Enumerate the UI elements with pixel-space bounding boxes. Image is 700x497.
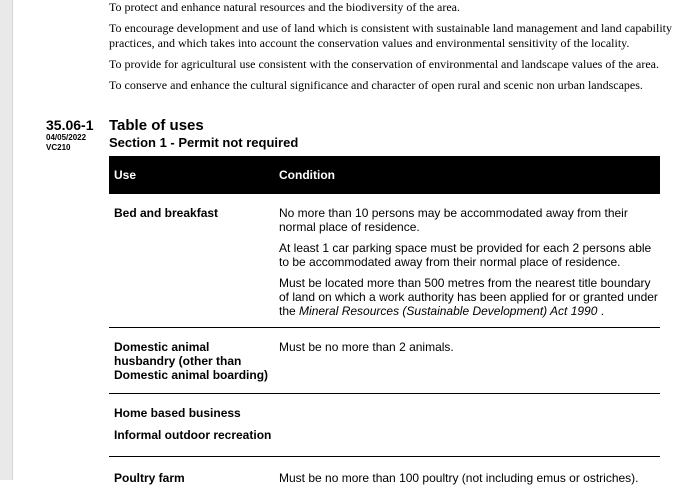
table-row <box>109 328 660 394</box>
condition-text: No more than 10 persons may be accommodated away from their normal place of residence. <box>279 206 628 234</box>
clause-amendment: VC210 <box>46 143 71 152</box>
purpose-paragraph: To conserve and enhance the cultural significance and character of open rural and scenic non urban landscapes. <box>109 78 643 92</box>
use-cell: Home based business <box>114 406 241 420</box>
condition-text-part: Must be located more than 500 metres from the nearest title boundary of land on which a work authority has been applied for or granted under the <box>279 276 658 318</box>
table-of-uses <box>109 156 660 497</box>
condition-cell <box>279 206 659 325</box>
table-header <box>109 156 660 194</box>
condition-cell: Must be no more than 2 animals. <box>279 340 454 354</box>
act-citation: Mineral Resources (Sustainable Development) Act 1990 <box>299 304 598 318</box>
clause-reference <box>46 117 106 153</box>
section-subtitle: Section 1 - Permit not required <box>109 135 299 150</box>
clause-number: 35.06-1 <box>46 117 94 133</box>
header-condition: Condition <box>279 168 335 182</box>
table-title: Table of uses <box>109 117 204 134</box>
condition-cell: Must be no more than 100 poultry (not including emus or ostriches). <box>279 471 639 485</box>
section-heading <box>109 117 298 151</box>
purpose-paragraph: To provide for agricultural use consistent with the conservation of environmental and landscape values of the area. <box>109 57 659 71</box>
table-row <box>109 394 660 456</box>
left-scroll-edge <box>0 0 13 480</box>
use-cell: Domestic animal husbandry (other than Domestic animal boarding) <box>114 340 269 382</box>
table-row <box>109 194 660 328</box>
header-use: Use <box>114 168 137 182</box>
use-cell: Informal outdoor recreation <box>114 428 272 442</box>
purpose-paragraph: To encourage development and use of land which is consistent with sustainable land management and land capability practices, and which takes into account the conservation values and environmental sensitivity of the locality. <box>109 21 672 50</box>
table-row <box>109 457 660 497</box>
use-cell: Poultry farm <box>114 471 185 485</box>
purpose-text <box>109 0 689 99</box>
clause-date: 04/05/2022 <box>46 133 87 142</box>
use-cell: Bed and breakfast <box>114 206 219 220</box>
condition-text <box>279 276 659 318</box>
condition-text-tail: . <box>597 304 605 318</box>
condition-text: At least 1 car parking space must be provided for each 2 persons able to be accommodated away from their normal place of residence. <box>279 241 652 269</box>
purpose-paragraph: To protect and enhance natural resources and the biodiversity of the area. <box>109 0 461 14</box>
